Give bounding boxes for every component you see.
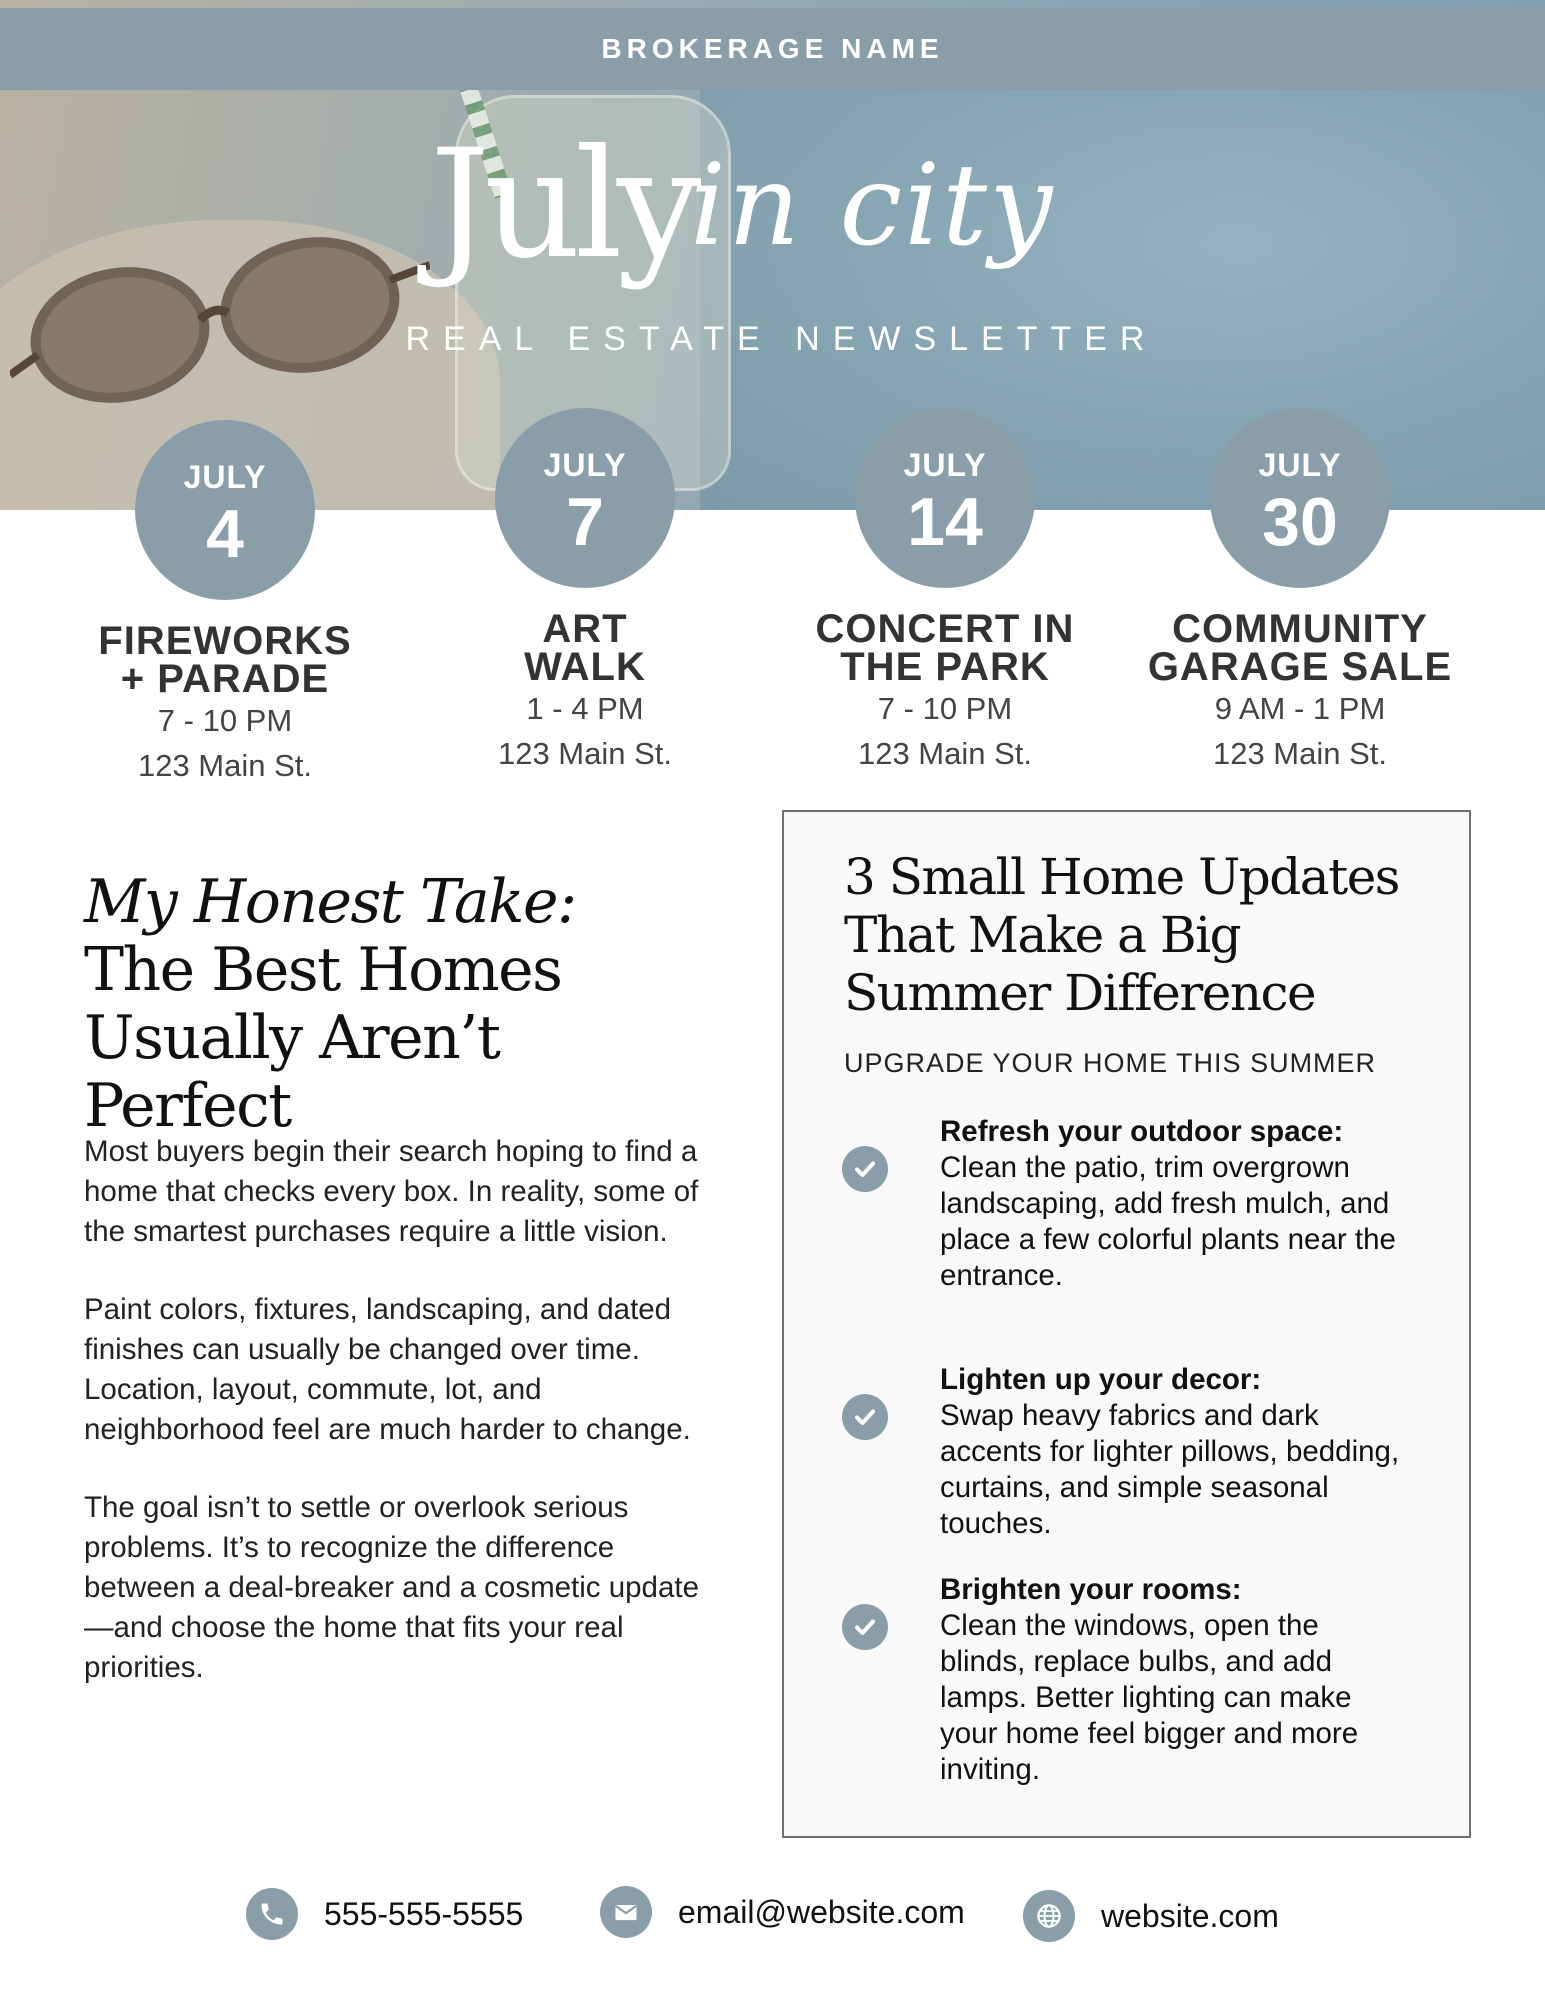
date-day: 30 [1262,483,1338,560]
email-address[interactable]: email@website.com [678,1893,965,1930]
event-card [405,408,765,776]
event-address: 123 Main St. [497,736,673,771]
contact-phone[interactable] [246,1888,523,1940]
check-circle-icon [842,1146,888,1192]
date-day: 14 [907,483,983,560]
check-circle-icon [842,1604,888,1650]
contact-email[interactable] [600,1886,965,1938]
event-card [765,408,1125,776]
article-paragraph: Most buyers begin their search hoping to find a home that checks every box. In reality, some of the smartest purchases require a little vision. [84,1135,699,1248]
event-name: COMMUNITY GARAGE SALE [1147,607,1453,689]
article-title-rest: The Best Homes Usually Aren’t Perfect [84,935,562,1141]
email-icon [600,1886,652,1938]
date-month: JULY [1258,446,1342,483]
event-name: ART WALK [524,607,646,689]
tip-description: Clean the windows, open the blinds, replace bulbs, and add lamps. Better lighting can make your home feel bigger and more inviting. [940,1609,1359,1786]
tips-title: 3 Small Home Updates That Make a Big Summer Difference [844,848,1399,1022]
website-url[interactable]: website.com [1101,1897,1279,1934]
event-address: 123 Main St. [1212,736,1388,771]
event-time: 1 - 4 PM [526,691,644,726]
article-paragraph: Paint colors, fixtures, landscaping, and dated finishes can usually be changed over time. Location, layout, commute, lot, and neighborhood feel are much harder to change. [84,1293,691,1446]
article-title [84,868,684,1140]
date-day: 7 [566,483,604,560]
article-body [84,1132,704,1726]
tip-heading: Lighten up your decor: [940,1363,1262,1396]
tip-description: Clean the patio, trim overgrown landscaping, add fresh mulch, and place a few colorful plants near the entrance. [940,1151,1396,1292]
tip-text [940,1362,1410,1542]
tip-text [940,1572,1410,1788]
title-july: July [430,118,696,292]
event-name: CONCERT IN THE PARK [815,607,1075,689]
tips-subtitle: UPGRADE YOUR HOME THIS SUMMER [844,1048,1377,1078]
event-card [1120,408,1480,776]
tip-heading: Refresh your outdoor space: [940,1115,1344,1148]
date-badge [495,408,675,588]
event-address: 123 Main St. [857,736,1033,771]
contact-website[interactable] [1023,1890,1279,1942]
date-badge [855,408,1035,588]
phone-icon [246,1888,298,1940]
event-time: 9 AM - 1 PM [1214,691,1386,726]
event-card [45,420,405,788]
event-name: FIREWORKS + PARADE [98,619,352,701]
event-time: 7 - 10 PM [157,703,293,738]
event-time: 7 - 10 PM [877,691,1013,726]
tip-heading: Brighten your rooms: [940,1573,1242,1606]
date-badge [1210,408,1390,588]
date-month: JULY [903,446,987,483]
article-paragraph: The goal isn’t to settle or overlook serious problems. It’s to recognize the difference between a deal-breaker and a cosmetic update—and choose the home that fits your real priorities. [84,1491,699,1684]
phone-number[interactable]: 555-555-5555 [324,1895,524,1932]
tip-text [940,1114,1410,1294]
date-month: JULY [183,458,267,495]
event-address: 123 Main St. [137,748,313,783]
date-month: JULY [543,446,627,483]
date-day: 4 [206,495,244,572]
title-script: in city [690,141,1055,271]
tip-description: Swap heavy fabrics and dark accents for lighter pillows, bedding, curtains, and simple seasonal touches. [940,1399,1400,1540]
check-circle-icon [842,1394,888,1440]
tips-box [782,810,1471,1838]
globe-icon [1023,1890,1075,1942]
newsletter-subtitle: REAL ESTATE NEWSLETTER [405,320,1158,358]
brokerage-bar [0,8,1545,90]
article-title-lead: My Honest Take: [84,867,576,937]
date-badge [135,420,315,600]
brokerage-name: BROKERAGE NAME [601,33,944,64]
